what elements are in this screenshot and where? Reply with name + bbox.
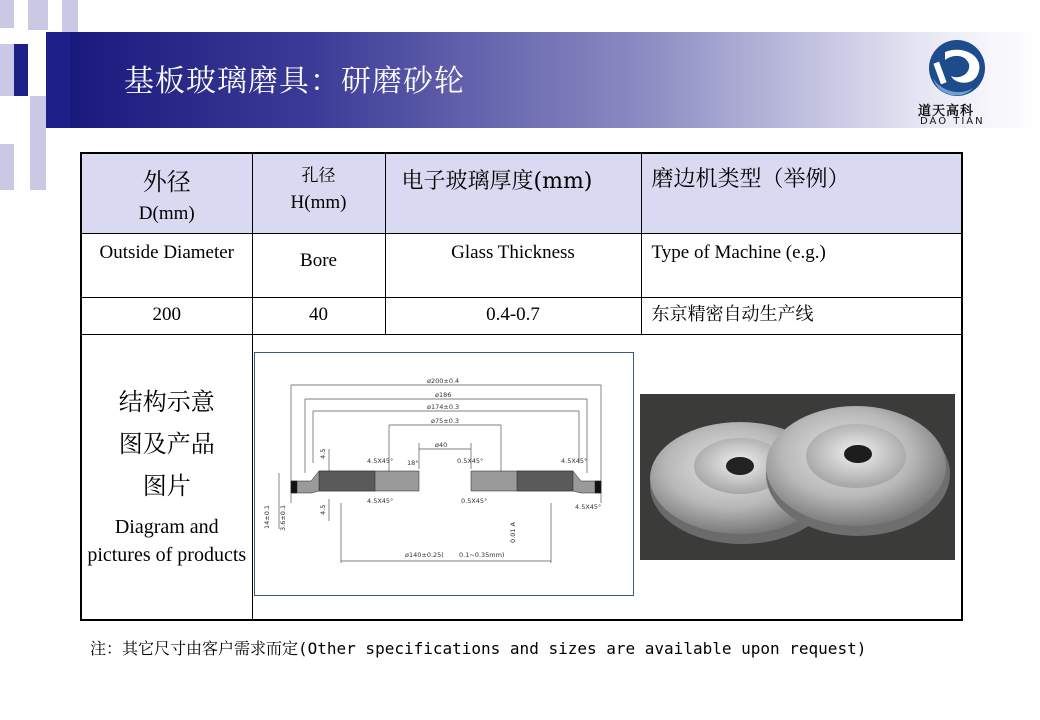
header-outer-diameter bbox=[81, 153, 252, 234]
cell-text: Glass Thickness bbox=[451, 242, 575, 263]
dim-label: 4.5 bbox=[319, 504, 327, 515]
product-photo bbox=[640, 394, 955, 560]
header-cn: 电子玻璃厚度(mm) bbox=[401, 169, 593, 194]
footnote: 注：其它尺寸由客户需求而定(Other specifications and sizes are available upon request) bbox=[90, 639, 867, 658]
table-cell bbox=[252, 234, 385, 298]
table-cell bbox=[81, 234, 252, 298]
dim-label: ø40 bbox=[435, 441, 448, 449]
dim-label: 4.5 bbox=[319, 448, 327, 459]
decor-square bbox=[30, 144, 46, 190]
diagram-label-en: Diagram and pictures of products bbox=[87, 516, 247, 566]
decor-square bbox=[46, 32, 70, 128]
dim-label: ø186 bbox=[435, 391, 452, 399]
header-glass-thickness bbox=[385, 153, 641, 234]
header-bore bbox=[252, 153, 385, 234]
dim-label: 0.01 A bbox=[509, 522, 517, 543]
header-en: H(mm) bbox=[290, 192, 347, 213]
table-cell bbox=[385, 298, 641, 335]
decor-square bbox=[28, 0, 48, 30]
cell-text: 东京精密自动生产线 bbox=[651, 304, 814, 325]
logo-name-cn: 道天高科 bbox=[918, 104, 975, 119]
dim-label: 0.5X45° bbox=[457, 457, 484, 465]
dim-label: 3.6±0.1 bbox=[279, 504, 287, 531]
dim-label: ø174±0.3 bbox=[427, 403, 460, 411]
dim-label: 0.1~0.35mm) bbox=[459, 551, 505, 559]
table-row bbox=[81, 234, 962, 298]
dim-label: 18° bbox=[407, 459, 419, 467]
cell-text: Type of Machine (e.g.) bbox=[651, 242, 826, 263]
cell-text: 200 bbox=[152, 304, 181, 325]
dim-label: 4.5X45° bbox=[367, 457, 394, 465]
header-cn: 孔径 bbox=[301, 166, 336, 186]
diagram-label-cn bbox=[82, 381, 252, 507]
dim-label: ø140±0.25( bbox=[405, 551, 444, 559]
header-cn: 磨边机类型（举例） bbox=[651, 167, 850, 192]
cell-text: Outside Diameter bbox=[99, 242, 235, 263]
dim-label: ø75±0.3 bbox=[431, 417, 460, 425]
cell-text: 40 bbox=[309, 304, 328, 325]
decor-square bbox=[0, 44, 14, 96]
decor-square bbox=[14, 44, 28, 96]
dim-label: 14±0.1 bbox=[263, 504, 271, 529]
grinding-wheels-illustration bbox=[640, 394, 955, 560]
logo-name-en: DAO TIAN bbox=[920, 116, 985, 127]
cell-text: 0.4-0.7 bbox=[486, 304, 540, 325]
decor-square bbox=[62, 0, 78, 32]
dim-label: 4.5X45° bbox=[367, 497, 394, 505]
dim-label: 4.5X45° bbox=[575, 503, 602, 511]
table-header-row bbox=[81, 153, 962, 234]
technical-drawing bbox=[254, 352, 634, 596]
diagram-label-line: 图片 bbox=[142, 472, 191, 500]
table-cell bbox=[81, 298, 252, 335]
diagram-label-cell bbox=[81, 335, 252, 621]
cell-text: Bore bbox=[300, 250, 337, 271]
table-cell bbox=[641, 298, 962, 335]
table-row bbox=[81, 298, 962, 335]
table-cell bbox=[641, 234, 962, 298]
header-cn: 外径 bbox=[142, 168, 191, 196]
header-en: D(mm) bbox=[138, 203, 195, 224]
decor-square bbox=[30, 96, 46, 144]
diagram-label-line: 图及产品 bbox=[118, 430, 215, 458]
dim-label: 4.5X45° bbox=[561, 457, 588, 465]
drawing-svg bbox=[255, 353, 633, 595]
decor-square bbox=[0, 144, 14, 190]
table-cell bbox=[252, 298, 385, 335]
decor-square bbox=[0, 0, 14, 28]
dim-label: 0.5X45° bbox=[461, 497, 488, 505]
table-cell bbox=[385, 234, 641, 298]
diagram-label-line: 结构示意 bbox=[118, 388, 215, 416]
header-machine-type bbox=[641, 153, 962, 234]
slide-title: 基板玻璃磨具：研磨砂轮 bbox=[124, 64, 465, 99]
dim-label: ø200±0.4 bbox=[427, 377, 460, 385]
